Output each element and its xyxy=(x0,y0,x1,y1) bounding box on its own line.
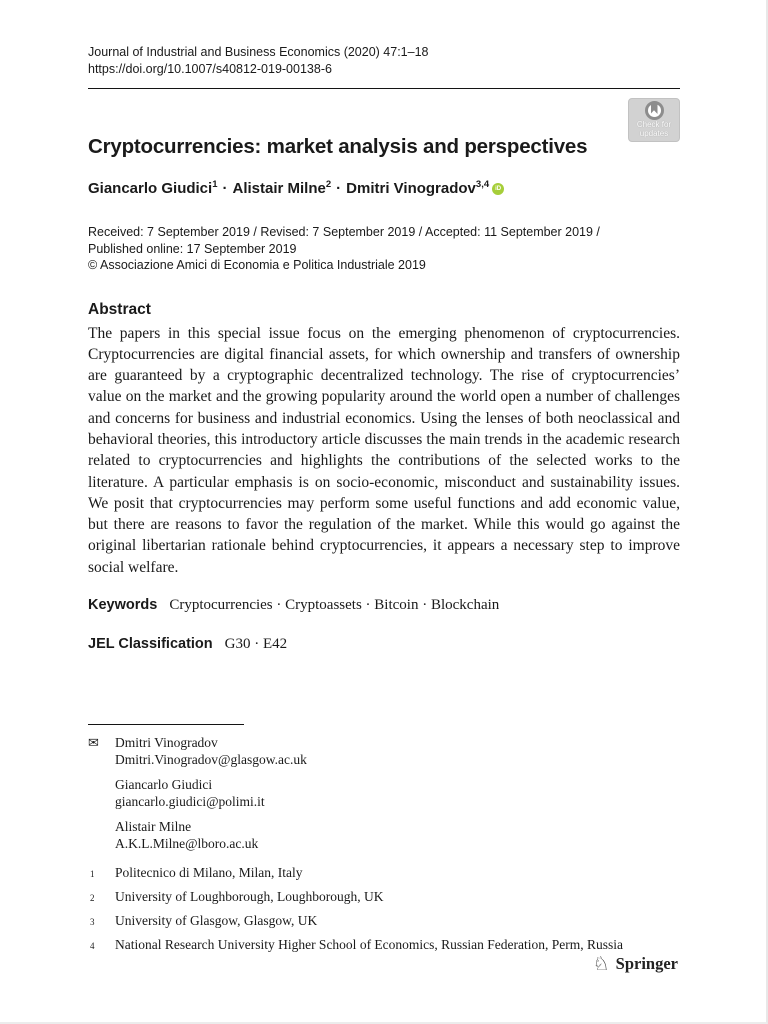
header-divider xyxy=(88,88,680,89)
keywords-row xyxy=(88,597,678,614)
affiliation-text: University of Loughborough, Loughborough, UK xyxy=(115,889,384,904)
corresponding-author-entry xyxy=(88,735,688,768)
affiliation-item xyxy=(88,913,688,930)
keywords-label: Keywords xyxy=(88,597,158,614)
bookmark-icon xyxy=(651,104,658,114)
correspondent-email[interactable]: Dmitri.Vinogradov@glasgow.ac.uk xyxy=(115,751,307,767)
check-for-updates-badge[interactable] xyxy=(628,98,680,142)
keywords-value: Cryptocurrencies · Cryptoassets · Bitcoin · Blockchain xyxy=(169,597,500,614)
author-name: Dmitri Vinogradov$^{3,4}$ xyxy=(346,179,490,197)
affiliation-number: 3 xyxy=(90,917,95,927)
affiliation-item xyxy=(88,865,688,882)
crossmark-label: Check for updates xyxy=(636,120,672,138)
author-name: Giancarlo Giudici$^1$ xyxy=(88,179,218,197)
affiliation-superscript: 3,4 xyxy=(475,179,490,190)
correspondent-email[interactable]: giancarlo.giudici@polimi.it xyxy=(115,793,265,809)
affiliations-list xyxy=(88,865,688,954)
publisher-name: Springer xyxy=(615,954,678,973)
crossmark-icon xyxy=(645,101,664,120)
copyright-line: © Associazione Amici di Economia e Politica Industriale 2019 xyxy=(88,258,426,272)
article-history xyxy=(88,224,678,274)
springer-knight-icon: ♘ xyxy=(592,953,610,975)
jel-value: G30 · E42 xyxy=(224,636,288,653)
published-online: Published online: 17 September 2019 xyxy=(88,241,297,256)
affiliation-item xyxy=(88,937,688,954)
affiliation-text: National Research University Higher School of Economics, Russian Federation, Perm, Russia xyxy=(115,937,624,952)
affiliation-item xyxy=(88,889,688,906)
correspondent-email[interactable]: A.K.L.Milne@lboro.ac.uk xyxy=(115,835,259,851)
affiliation-text: University of Glasgow, Glasgow, UK xyxy=(115,913,318,928)
affiliation-superscript: 1 xyxy=(212,179,218,190)
publisher-logo xyxy=(593,954,678,974)
footnote-divider xyxy=(88,724,244,725)
footnote-block xyxy=(88,724,688,961)
received-revised-accepted: Received: 7 September 2019 / Revised: 7 September 2019 / Accepted: 11 September 2019 / xyxy=(88,225,600,239)
orcid-icon[interactable]: iD xyxy=(492,183,504,195)
affiliation-superscript: 2 xyxy=(325,179,332,190)
author-separator: · xyxy=(336,180,342,197)
affiliation-number: 2 xyxy=(90,893,95,903)
author-separator: · xyxy=(222,180,228,197)
correspondent-name: Dmitri Vinogradov xyxy=(115,735,218,750)
author-contact-entry xyxy=(88,777,688,810)
journal-citation: Journal of Industrial and Business Economics (2020) 47:1–18 xyxy=(88,45,429,59)
author-line xyxy=(88,180,678,197)
jel-row xyxy=(88,636,678,653)
affiliation-number: 4 xyxy=(90,941,95,951)
affiliation-number: 1 xyxy=(90,869,95,879)
affiliation-text: Politecnico di Milano, Milan, Italy xyxy=(115,865,303,880)
correspondent-name: Giancarlo Giudici xyxy=(115,777,213,792)
doi-link[interactable]: https://doi.org/10.1007/s40812-019-00138-6 xyxy=(88,62,332,76)
author-contact-entry xyxy=(88,819,688,852)
envelope-icon: ✉ xyxy=(88,735,99,750)
journal-header xyxy=(88,44,678,78)
article-title: Cryptocurrencies: market analysis and perspectives xyxy=(88,135,588,158)
abstract-body: The papers in this special issue focus on the emerging phenomenon of cryptocurrencies. Cryptocurrencies are digital financial assets, for which ownership and transfers of ownership are guaranteed by a cryptographic decentralized technology. The rise of cryptocurrencies’ value on the market and the growing popularity around the world open a number of challenges and concerns for business and industrial economics. Using the lenses of both neoclassical and behavioral theories, this introductory article discusses the main trends in the academic research related to cryptocurrencies and highlights the contributions of the selected works to the literature. A particular emphasis is on socio-economic, misconduct and sustainability issues. We posit that cryptocurrencies may perform some useful functions and add economic value, but there are reasons to favor the regulation of the market. While this would go against the original libertarian rationale behind cryptocurrencies, it appears a necessary step to improve social welfare. xyxy=(88,324,680,576)
correspondent-name: Alistair Milne xyxy=(115,819,192,834)
jel-label: JEL Classification xyxy=(88,636,213,653)
author-name: Alistair Milne$^2$ xyxy=(232,179,332,197)
abstract-heading: Abstract xyxy=(88,300,151,318)
